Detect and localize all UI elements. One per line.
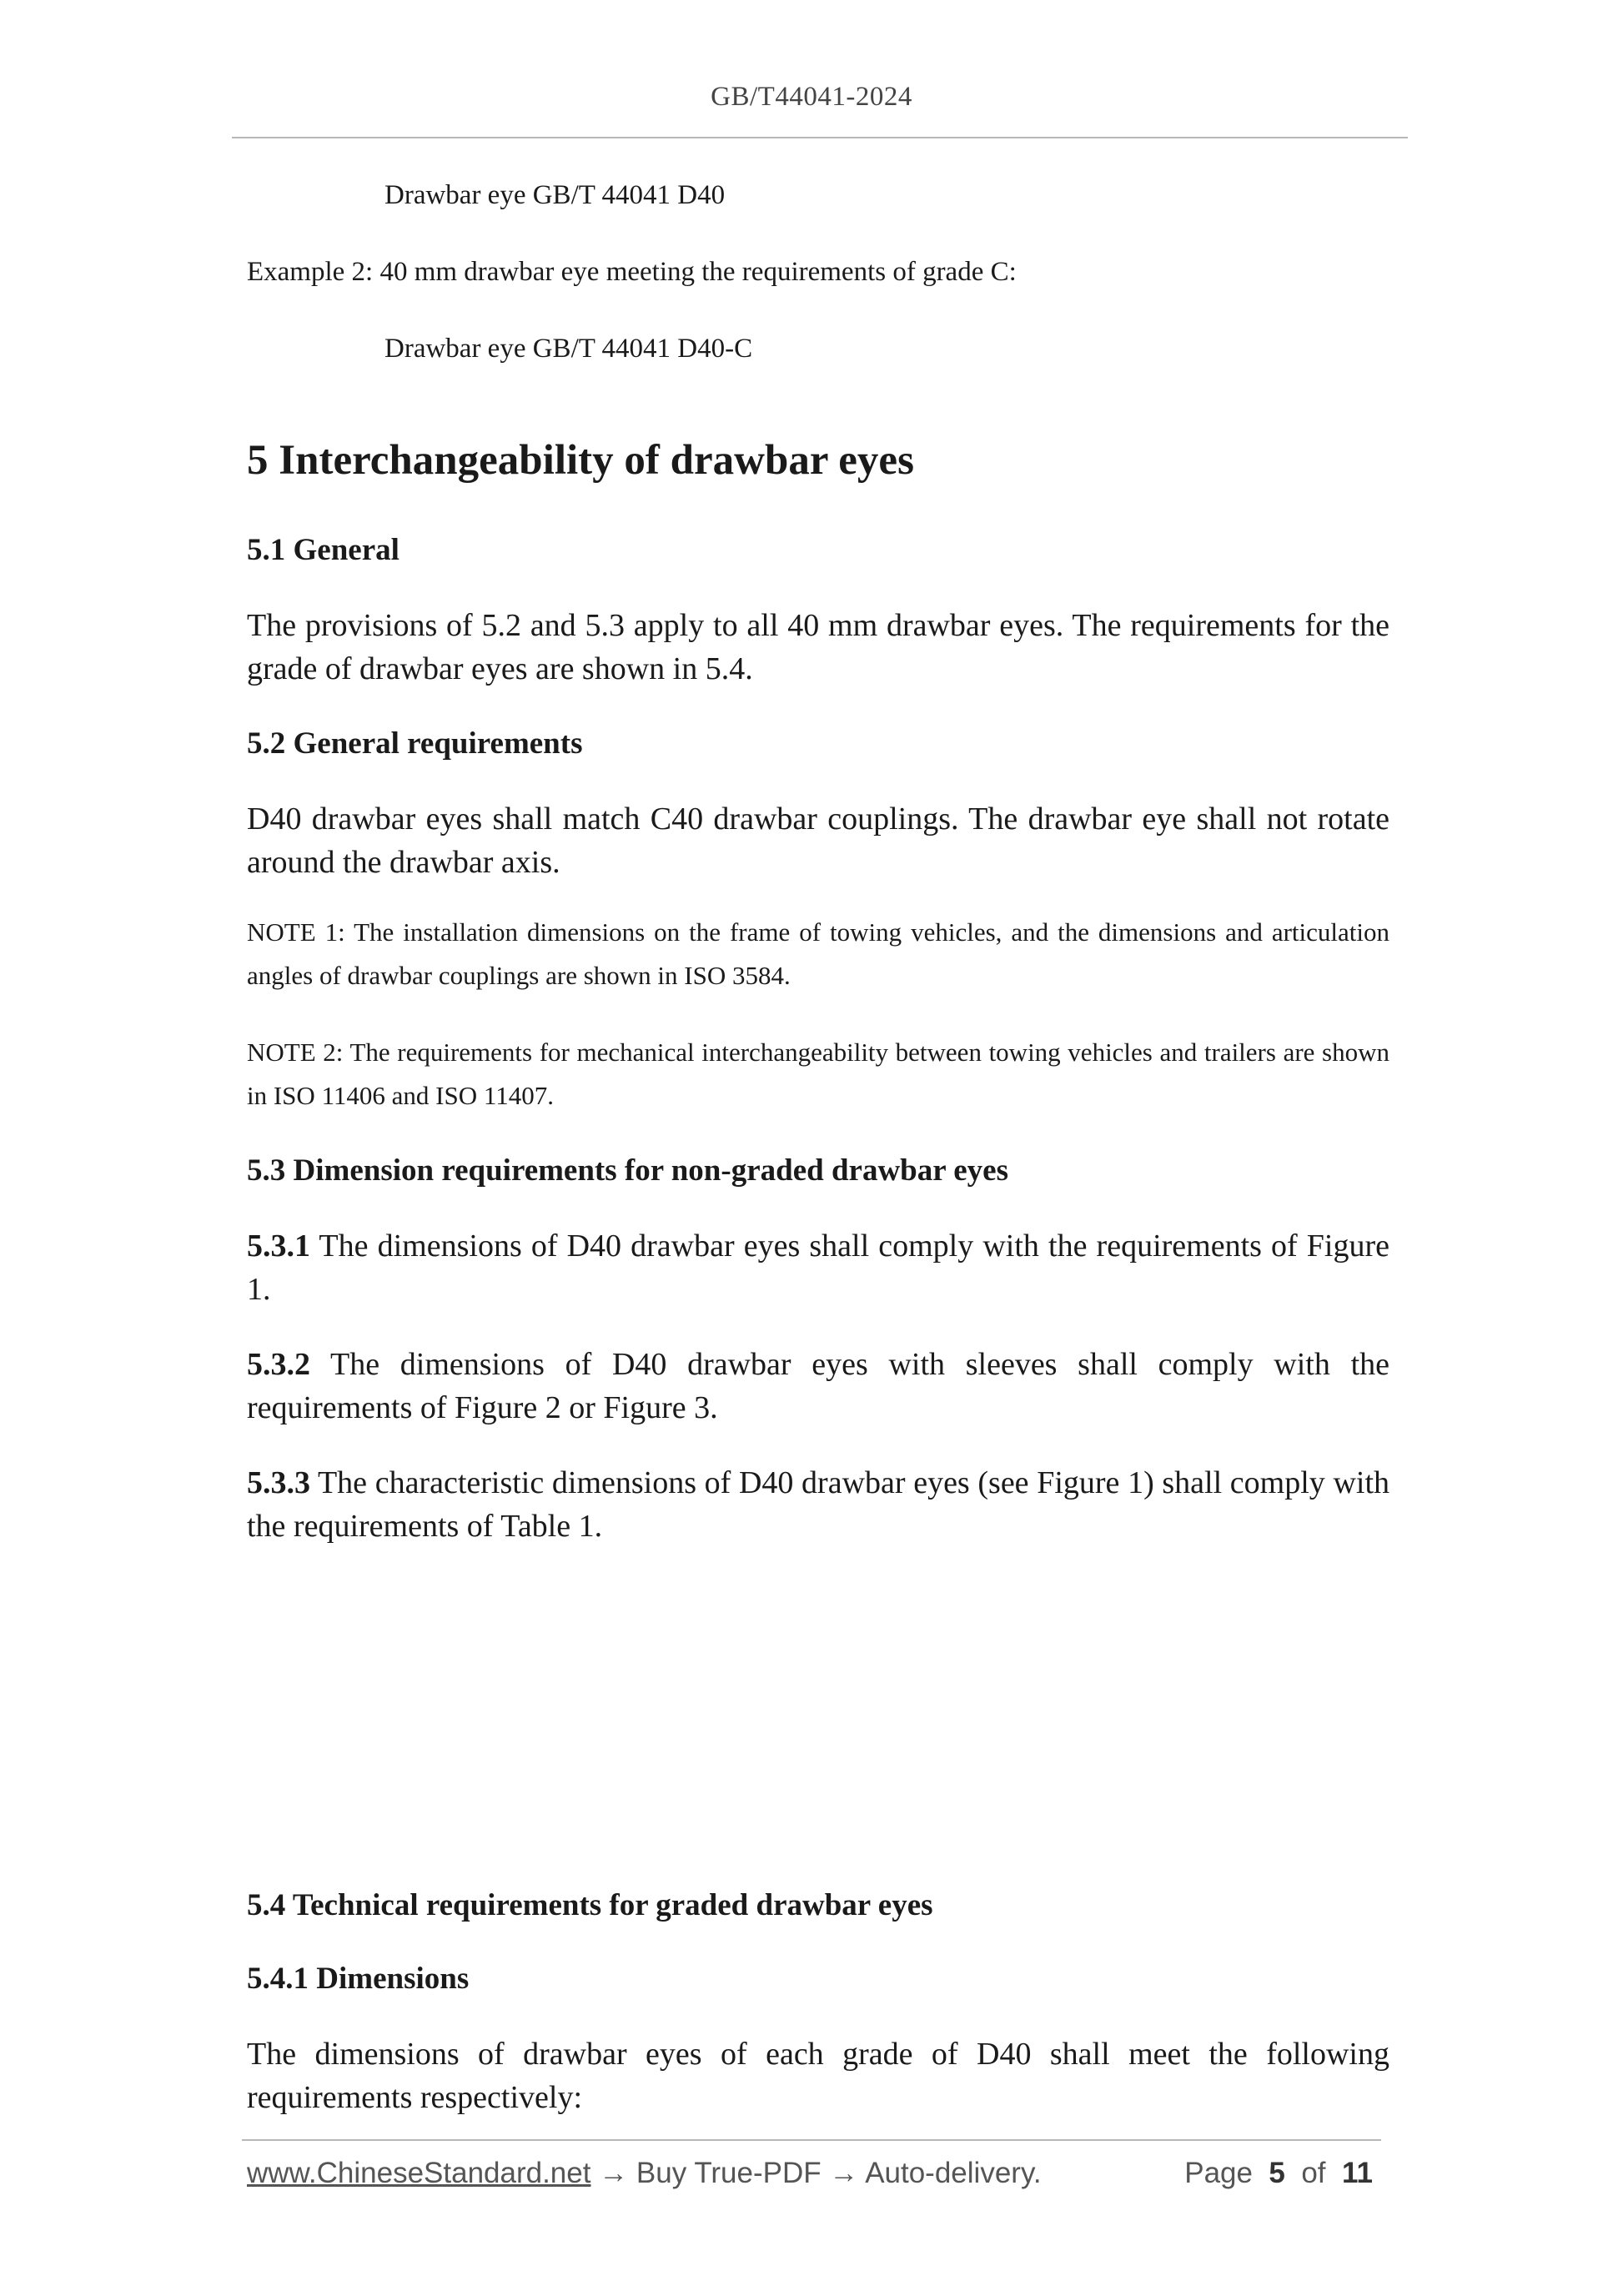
footer-divider bbox=[242, 2139, 1381, 2141]
arrow-right-icon: → bbox=[821, 2157, 866, 2189]
section-5-title: 5 Interchangeability of drawbar eyes bbox=[247, 437, 914, 484]
footer-promo bbox=[247, 2157, 1042, 2190]
page-label: Page bbox=[1184, 2157, 1253, 2189]
section-5-1-text: The provisions of 5.2 and 5.3 apply to all 40 mm drawbar eyes. The requirements for the grade of drawbar eyes are shown in 5.4. bbox=[247, 608, 1389, 686]
example-2-designation: Drawbar eye GB/T 44041 D40-C bbox=[384, 334, 753, 364]
clause-text: The dimensions of D40 drawbar eyes with sleeves shall comply with the requirements of Figure 2 or Figure 3. bbox=[247, 1347, 1389, 1425]
section-5-3-1-paragraph bbox=[247, 1224, 1389, 1311]
example-2-label: Example 2: 40 mm drawbar eye meeting the requirements of grade C: bbox=[247, 257, 1017, 287]
buy-true-pdf-text: Buy True-PDF bbox=[636, 2157, 822, 2189]
of-label: of bbox=[1301, 2157, 1326, 2189]
note-1: NOTE 1: The installation dimensions on the frame of towing vehicles, and the dimensions and articulation angles of drawbar couplings are shown in ISO 3584. bbox=[247, 917, 1389, 990]
page-indicator bbox=[1184, 2157, 1373, 2190]
arrow-right-icon: → bbox=[590, 2157, 636, 2189]
total-pages-number: 11 bbox=[1342, 2157, 1373, 2189]
auto-delivery-text: Auto-delivery. bbox=[865, 2157, 1042, 2189]
clause-number: 5.3.2 bbox=[247, 1347, 310, 1382]
section-5-4-heading: 5.4 Technical requirements for graded drawbar eyes bbox=[247, 1888, 933, 1922]
section-5-3-3-paragraph bbox=[247, 1461, 1389, 1548]
website-link[interactable]: www.ChineseStandard.net bbox=[247, 2157, 591, 2189]
section-5-1-heading: 5.1 General bbox=[247, 533, 399, 567]
clause-text: The characteristic dimensions of D40 drawbar eyes (see Figure 1) shall comply with the requirements of Table 1. bbox=[247, 1465, 1389, 1544]
clause-number: 5.3.3 bbox=[247, 1465, 310, 1500]
document-body bbox=[247, 175, 1389, 2119]
note-2: NOTE 2: The requirements for mechanical interchangeability between towing vehicles and trailers are shown in ISO 11406 and ISO 11407. bbox=[247, 1037, 1389, 1110]
document-header-title: GB/T44041-2024 bbox=[711, 82, 912, 112]
section-5-4-1-heading: 5.4.1 Dimensions bbox=[247, 1962, 470, 1996]
section-5-3-heading: 5.3 Dimension requirements for non-graded drawbar eyes bbox=[247, 1153, 1009, 1188]
clause-number: 5.3.1 bbox=[247, 1228, 310, 1264]
section-5-2-text: D40 drawbar eyes shall match C40 drawbar couplings. The drawbar eye shall not rotate around the drawbar axis. bbox=[247, 801, 1389, 880]
clause-text: The dimensions of D40 drawbar eyes shall comply with the requirements of Figure 1. bbox=[247, 1228, 1389, 1307]
header-divider bbox=[232, 137, 1408, 138]
section-5-3-2-paragraph bbox=[247, 1343, 1389, 1429]
current-page-number: 5 bbox=[1269, 2157, 1285, 2189]
example-1-designation: Drawbar eye GB/T 44041 D40 bbox=[384, 180, 726, 210]
section-5-2-heading: 5.2 General requirements bbox=[247, 726, 583, 761]
section-5-4-1-text: The dimensions of drawbar eyes of each grade of D40 shall meet the following requirements respectively: bbox=[247, 2037, 1389, 2115]
